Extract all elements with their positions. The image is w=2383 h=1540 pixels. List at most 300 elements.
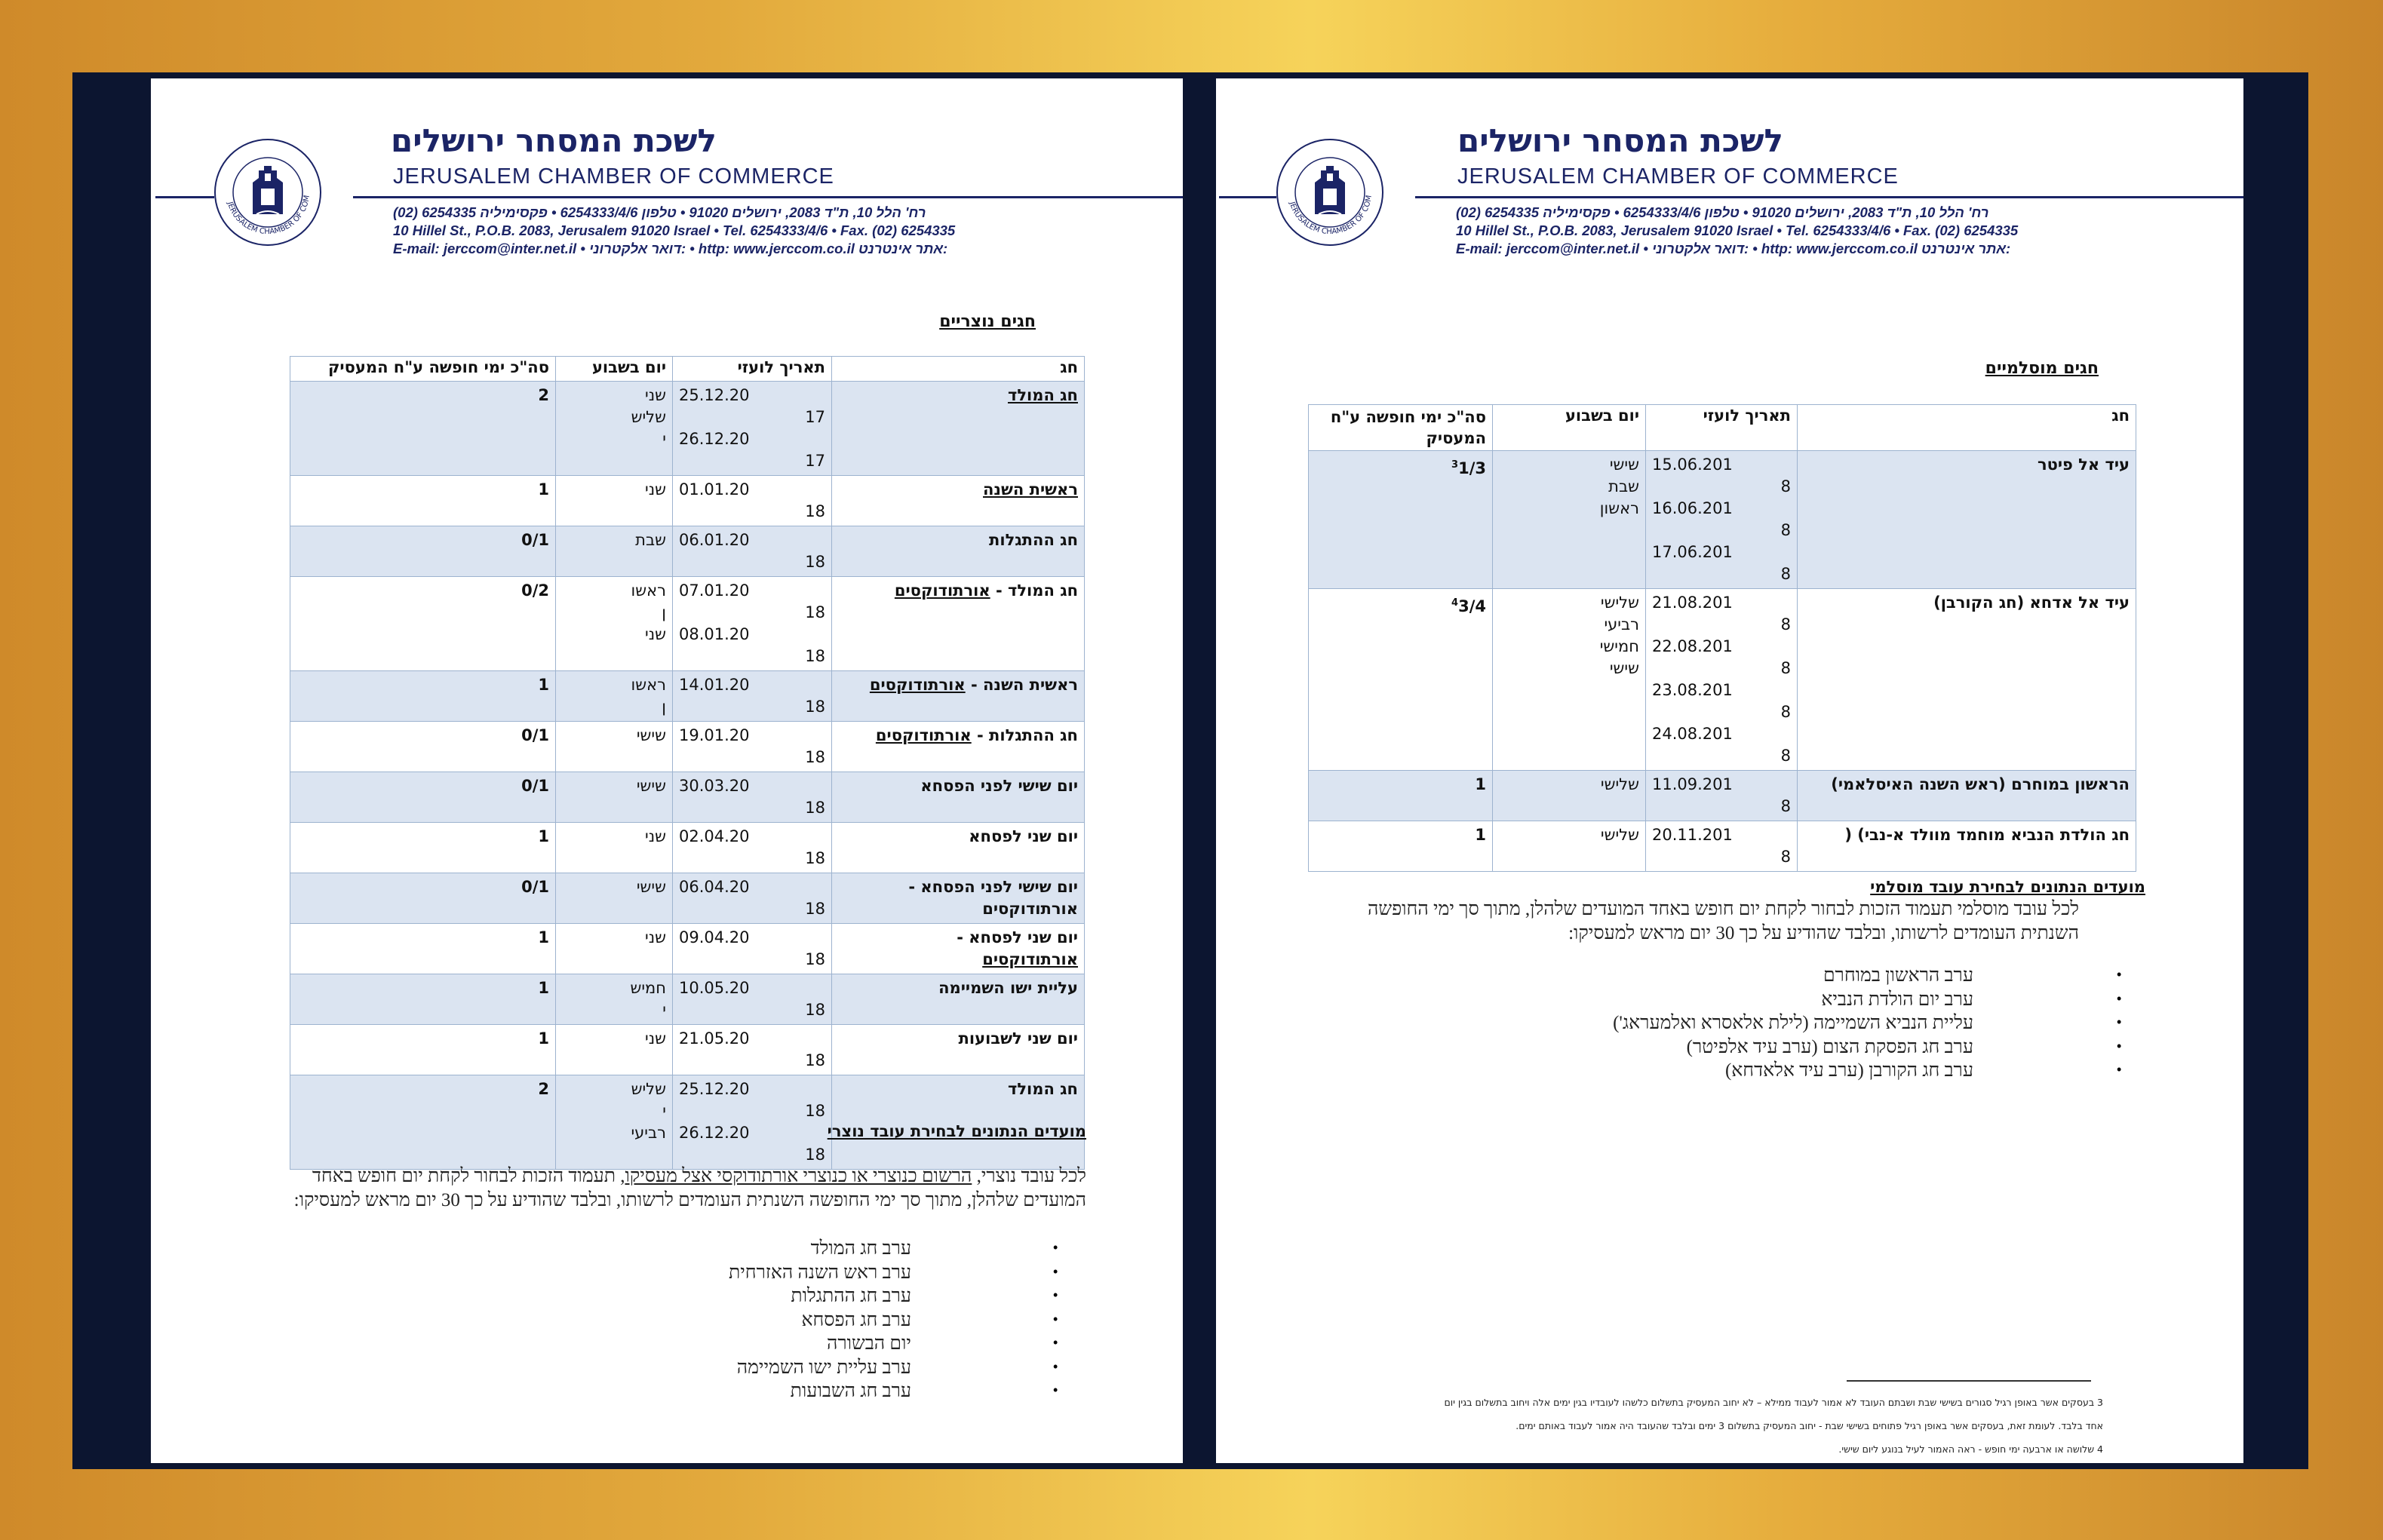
subsection-title: מועדים הנתונים לבחירת עובד מוסלמי [1870, 878, 2145, 896]
date-year-suffix: 18 [805, 950, 825, 968]
holiday-name-cell [1798, 451, 2136, 589]
holiday-name: חג הולדת הנביא מוחמד מוולד א-נבי) ( [1844, 826, 2130, 844]
chamber-logo [1273, 136, 1387, 249]
org-name-english: JERUSALEM CHAMBER OF COMMERCE [393, 164, 834, 189]
address-hebrew: רח' הלל 10, ת"ד 2083, ירושלים 91020 • טלפון 6254333/4/6 • פקסימיליה 6254335 (02) [1456, 204, 1989, 220]
table-row [1309, 771, 2136, 821]
weekday: רביעי [631, 1124, 666, 1142]
list-item [729, 1356, 911, 1380]
header-rule [1415, 196, 2243, 198]
total-days-cell [290, 772, 556, 823]
gregorian-date [1652, 498, 1791, 541]
weekday-cell [556, 382, 673, 476]
date-value: 20.11.201 [1652, 826, 1733, 844]
date-value: 22.08.201 [1652, 637, 1733, 655]
weekday: חמישי [1599, 637, 1639, 655]
weekday-cell [556, 772, 673, 823]
header-rule [353, 196, 1183, 198]
gregorian-date [1652, 592, 1791, 636]
gregorian-date [679, 927, 825, 971]
table-row [290, 671, 1085, 722]
date-value: 30.03.20 [679, 777, 750, 795]
gregorian-date [1652, 824, 1791, 868]
chamber-logo [211, 136, 324, 249]
list-item-text: ערב חג הפסחא [801, 1309, 911, 1330]
holiday-name: יום שני לשבועות [958, 1029, 1078, 1048]
gregorian-date [1652, 774, 1791, 818]
weekday-cell [556, 722, 673, 772]
gregorian-date [679, 624, 825, 667]
gregorian-date [1652, 541, 1791, 585]
date-cell [1646, 451, 1798, 589]
list-item [1613, 1059, 1973, 1083]
list-item [1613, 1035, 1973, 1060]
christian-paragraph [290, 1164, 1086, 1213]
date-cell [673, 823, 832, 873]
date-cell [673, 476, 832, 526]
weekday-cell [556, 526, 673, 577]
date-value: 24.08.201 [1652, 725, 1733, 743]
paragraph-text-underlined: הרשום כנוצרי או כנוצרי אורתודוקסי אצל מעסיקו [625, 1166, 972, 1186]
table-header-row [1309, 405, 2136, 451]
list-item-text: ערב חג הפסקת הצום (ערב עיד אלפיטר) [1686, 1036, 1973, 1057]
muslim-paragraph: לכל עובד מוסלמי תעמוד הזכות לבחור לקחת יום חופש באחד המועדים שלהלן, מתוך סך ימי החופשה השנתית העומדים לרשותו, ובלבד שהודיע על כך 30 יום מראש למעסיקו: [1367, 899, 2079, 943]
weekday: ראשו [631, 676, 666, 694]
holiday-name-suffix: אורתודוקסים [869, 676, 966, 694]
weekday: שישי [1609, 659, 1639, 677]
total-days: 2 [538, 386, 549, 404]
weekday-cell [556, 873, 673, 924]
table-row [290, 873, 1085, 924]
holiday-name-cell [832, 722, 1085, 772]
holiday-name-cell [832, 476, 1085, 526]
bullet-dot-icon: • [1053, 1311, 1058, 1327]
holiday-name-cell [832, 772, 1085, 823]
table-row [1309, 821, 2136, 872]
weekday: שני [645, 1029, 666, 1048]
date-cell [673, 924, 832, 974]
date-year-suffix: 18 [805, 1146, 825, 1164]
weekday-cell [556, 823, 673, 873]
date-value: 21.05.20 [679, 1029, 750, 1048]
holiday-name-cell [1798, 771, 2136, 821]
holiday-name: עיד אל פיטר [2037, 456, 2130, 474]
list-item [1613, 1011, 1973, 1035]
bullet-dot-icon: • [1053, 1358, 1058, 1374]
footnotes [1304, 1391, 2103, 1461]
weekday-cell [1493, 771, 1646, 821]
holiday-name-cell [832, 577, 1085, 671]
bullet-dot-icon: • [1053, 1240, 1058, 1255]
table-row [290, 924, 1085, 974]
weekday: שליש [631, 408, 666, 426]
date-year-suffix: 18 [805, 1102, 825, 1120]
date-cell [1646, 771, 1798, 821]
total-days-cell [290, 382, 556, 476]
footnote: 3 בעסקים אשר באופן רגיל סגורים בשישי שבת ושבתם העובד לא אמור לעבוד ממילא – לא יחוב המעסיק בתשלום כלשהו לעובדיו בגין ימים אלה ויחוב בתשלום בגין יום [1444, 1397, 2103, 1408]
paragraph-text: לכל עובד נוצרי, [972, 1166, 1086, 1186]
org-name-hebrew: לשכת המסחר ירושלים [391, 122, 717, 159]
date-year-suffix: 18 [805, 502, 825, 520]
date-cell [673, 772, 832, 823]
column-header: סה"כ ימי חופשה ע"ח המעסיק [290, 357, 556, 382]
weekday: שני [645, 386, 666, 404]
svg-text:JERUSALEM CHAMBER OF COMMERCE: JERUSALEM CHAMBER OF COM [225, 195, 312, 237]
weekday: שישי [636, 878, 666, 896]
date-value: 21.08.201 [1652, 594, 1733, 612]
date-year-suffix: 18 [805, 603, 825, 621]
total-days-cell [290, 1075, 556, 1170]
date-value: 06.04.20 [679, 878, 750, 896]
holiday-name: יום שני לפסחא - [957, 928, 1078, 946]
svg-text:JERUSALEM CHAMBER OF COMMERCE: JERUSALEM CHAMBER OF COM [1287, 195, 1374, 237]
weekday: שני [645, 928, 666, 946]
total-days-cell [290, 924, 556, 974]
date-value: 06.01.20 [679, 531, 750, 549]
date-value: 25.12.20 [679, 1080, 750, 1098]
list-item-text: ערב ראש השנה האזרחית [728, 1262, 911, 1283]
table-row [290, 526, 1085, 577]
date-value: 26.12.20 [679, 1124, 750, 1142]
list-item-text: עליית הנביא השמיימה (לילת אלאסרא ואלמעראג') [1613, 1013, 1973, 1033]
date-year-suffix: 17 [805, 452, 825, 470]
weekday-cell [556, 1075, 673, 1170]
gregorian-date [679, 674, 825, 718]
table-row [290, 382, 1085, 476]
table-row [290, 476, 1085, 526]
date-value: 14.01.20 [679, 676, 750, 694]
holiday-name: הראשון במוחרם (ראש השנה האיסלאמי) [1831, 775, 2130, 793]
gregorian-date [679, 529, 825, 573]
weekday-cell [1493, 821, 1646, 872]
date-value: 25.12.20 [679, 386, 750, 404]
total-days-cell [290, 526, 556, 577]
total-days: 0/2 [521, 581, 549, 600]
table-row [290, 772, 1085, 823]
bullet-dot-icon: • [2117, 967, 2122, 982]
column-header: סה"כ ימי חופשה ע"ח המעסיק [1309, 405, 1493, 451]
holiday-name-cell [1798, 821, 2136, 872]
date-year-suffix: 8 [1780, 659, 1791, 677]
total-days: 1 [538, 676, 549, 694]
weekday: שלישי [1600, 775, 1639, 793]
date-cell [1646, 821, 1798, 872]
weekday: שלישי [1600, 594, 1639, 612]
date-value: 26.12.20 [679, 430, 750, 448]
gregorian-date [679, 876, 825, 920]
header-rule [155, 196, 214, 198]
total-days-cell [290, 476, 556, 526]
date-year-suffix: 8 [1780, 477, 1791, 495]
total-days: 0/1 [521, 726, 549, 744]
list-item-text: ערב חג הקורבן (ערב עיד אלאדחא) [1724, 1060, 1973, 1081]
holiday-name: יום שני לפסחא [969, 827, 1078, 845]
weekday: רביעי [1604, 615, 1639, 633]
date-cell [673, 526, 832, 577]
bullet-dot-icon: • [1053, 1335, 1058, 1350]
date-value: 02.04.20 [679, 827, 750, 845]
address-english: 10 Hillel St., P.O.B. 2083, Jerusalem 91020 Israel • Tel. 6254333/4/6 • Fax. (02) 6254335 [1456, 222, 2019, 238]
total-days-cell [1309, 821, 1493, 872]
date-value: 17.06.201 [1652, 543, 1733, 561]
weekday: שישי [636, 726, 666, 744]
holiday-name-cell [1798, 589, 2136, 771]
date-value: 19.01.20 [679, 726, 750, 744]
weekday-cell [556, 974, 673, 1025]
date-year-suffix: 18 [805, 849, 825, 867]
gregorian-date [679, 1122, 825, 1166]
date-year-suffix: 8 [1780, 747, 1791, 765]
total-days-cell [290, 722, 556, 772]
list-item-text: ערב עליית ישו השמיימה [736, 1357, 911, 1378]
holiday-name-cell [832, 1025, 1085, 1075]
gregorian-date [1652, 636, 1791, 680]
christian-options-list [729, 1237, 911, 1403]
list-item [729, 1379, 911, 1403]
gregorian-date [679, 479, 825, 523]
weekday: שני [645, 827, 666, 845]
holiday-name: עליית ישו השמיימה [938, 979, 1078, 997]
holiday-name: חג המולד [1007, 386, 1078, 404]
column-header: תאריך לועזי [673, 357, 832, 382]
bullet-dot-icon: • [1053, 1263, 1058, 1279]
weekday: שבת [1608, 477, 1639, 495]
gregorian-date [679, 775, 825, 819]
holiday-name: ראשית השנה - [965, 676, 1078, 694]
weekday-cell [1493, 451, 1646, 589]
list-item [1613, 988, 1973, 1012]
total-days-cell [290, 823, 556, 873]
footnote: אחד בלבד. לעומת זאת, בעסקים אשר באופן רגיל פתוחים בשישי שבת - יחוב המעסיק בתשלום 3 ימים ובלבד שהעובד היה אמור לעבוד באותם ימים. [1515, 1420, 2103, 1431]
date-value: 16.06.201 [1652, 499, 1733, 517]
holiday-name: יום שישי לפני הפסחא [920, 777, 1078, 795]
total-days: 1 [538, 480, 549, 499]
list-item-text: יום הבשורה [827, 1333, 911, 1354]
date-cell [1646, 589, 1798, 771]
date-year-suffix: 17 [805, 408, 825, 426]
list-item-text: ערב חג ההתגלות [791, 1286, 911, 1306]
subsection-title: מועדים הנתונים לבחירת עובד נוצרי [827, 1122, 1086, 1140]
muslim-holidays-table [1308, 404, 2136, 872]
contact-line: E-mail: jerccom@inter.net.il • דואר אלקטרוני: • http: www.jerccom.co.il אתר אינטרנט: [1456, 241, 2011, 256]
total-days: 1/3 [1458, 459, 1486, 477]
weekday: י [662, 430, 666, 448]
holiday-name-cell [832, 823, 1085, 873]
weekday-cell [556, 577, 673, 671]
bullet-dot-icon: • [2117, 1062, 2122, 1077]
date-value: 01.01.20 [679, 480, 750, 499]
total-days: 2 [538, 1080, 549, 1098]
date-cell [673, 873, 832, 924]
letterhead [151, 78, 1183, 305]
date-year-suffix: 18 [805, 1051, 825, 1069]
weekday: חמיש [630, 979, 666, 997]
gregorian-date [679, 580, 825, 624]
org-name-hebrew: לשכת המסחר ירושלים [1457, 122, 1783, 159]
holiday-name-cell [832, 526, 1085, 577]
gregorian-date [679, 428, 825, 472]
date-year-suffix: 8 [1780, 521, 1791, 539]
holiday-name-suffix: אורתודוקסים [982, 900, 1078, 918]
holiday-name: חג ההתגלות [989, 531, 1078, 549]
date-year-suffix: 18 [805, 748, 825, 766]
column-header: יום בשבוע [556, 357, 673, 382]
holiday-name-cell [832, 873, 1085, 924]
bullet-dot-icon: • [2117, 1038, 2122, 1054]
total-days: 1 [538, 827, 549, 845]
total-days-cell [290, 1025, 556, 1075]
list-item [729, 1308, 911, 1333]
list-item-text: ערב חג המולד [810, 1238, 911, 1259]
column-header: חג [832, 357, 1085, 382]
holiday-name-cell [832, 382, 1085, 476]
footnote: 4 שלושה או ארבעה ימי חופש - ראה האמור לעיל בנוגע ליום שישי. [1838, 1443, 2103, 1455]
weekday: שישי [636, 777, 666, 795]
holiday-name: חג המולד - [990, 581, 1078, 600]
footnote-ref: 3 [1451, 459, 1459, 471]
date-cell [673, 1025, 832, 1075]
holiday-name: ראשית השנה [983, 480, 1078, 499]
bullet-dot-icon: • [2117, 1014, 2122, 1029]
table-row [290, 974, 1085, 1025]
date-year-suffix: 8 [1780, 848, 1791, 866]
column-header: חג [1798, 405, 2136, 451]
date-value: 07.01.20 [679, 581, 750, 600]
holiday-name-suffix: אורתודוקסים [982, 950, 1078, 968]
weekday: שליש [631, 1080, 666, 1098]
footnote-ref: 4 [1451, 597, 1459, 609]
date-value: 10.05.20 [679, 979, 750, 997]
weekday: שני [645, 625, 666, 643]
paragraph-text: , תעמוד הזכות לבחור לקחת יום חופש באחד המועדים שלהלן, מתוך סך ימי החופשה השנתית העומדים לרשותו, ובלבד שהודיע על כך 30 יום מראש למעסיקו: [293, 1166, 1086, 1210]
list-item-text: ערב הראשון במוחרם [1823, 965, 1973, 986]
weekday: שבת [635, 531, 666, 549]
date-year-suffix: 18 [805, 1001, 825, 1019]
total-days-cell [290, 873, 556, 924]
total-days: 1 [1475, 826, 1486, 844]
table-row [290, 577, 1085, 671]
address-english: 10 Hillel St., P.O.B. 2083, Jerusalem 91020 Israel • Tel. 6254333/4/6 • Fax. (02) 6254335 [393, 222, 956, 238]
holiday-name-suffix: אורתודוקסים [875, 726, 972, 744]
column-header: יום בשבוע [1493, 405, 1646, 451]
weekday-cell [556, 1025, 673, 1075]
total-days: 0/1 [521, 531, 549, 549]
letterhead [1216, 78, 2243, 305]
date-value: 09.04.20 [679, 928, 750, 946]
table-row [1309, 451, 2136, 589]
contact-line: E-mail: jerccom@inter.net.il • דואר אלקטרוני: • http: www.jerccom.co.il אתר אינטרנט: [393, 241, 948, 256]
gregorian-date [1652, 680, 1791, 723]
total-days-cell [290, 671, 556, 722]
total-days-cell [1309, 589, 1493, 771]
holiday-name: חג המולד [1007, 1080, 1078, 1098]
holiday-name: עיד אל אדחא (חג הקורבן) [1933, 594, 2130, 612]
list-item [729, 1332, 911, 1356]
footnote-separator [1847, 1380, 2091, 1382]
total-days: 0/1 [521, 777, 549, 795]
weekday: שני [645, 480, 666, 499]
date-year-suffix: 18 [805, 900, 825, 918]
total-days: 3/4 [1458, 597, 1486, 615]
date-value: 15.06.201 [1652, 456, 1733, 474]
list-item [729, 1284, 911, 1308]
list-item [729, 1237, 911, 1261]
holiday-name: חג ההתגלות - [971, 726, 1078, 744]
list-item [729, 1261, 911, 1285]
gregorian-date [1652, 723, 1791, 767]
table-row [290, 1025, 1085, 1075]
date-year-suffix: 18 [805, 553, 825, 571]
list-item-text: ערב חג השבועות [790, 1381, 911, 1401]
address-hebrew: רח' הלל 10, ת"ד 2083, ירושלים 91020 • טלפון 6254333/4/6 • פקסימיליה 6254335 (02) [393, 204, 926, 220]
weekday-cell [556, 671, 673, 722]
date-cell [673, 382, 832, 476]
total-days-cell [1309, 451, 1493, 589]
total-days: 0/1 [521, 878, 549, 896]
total-days-cell [290, 577, 556, 671]
table-header-row [290, 357, 1085, 382]
total-days: 1 [538, 979, 549, 997]
header-rule [1219, 196, 1276, 198]
date-year-suffix: 8 [1780, 615, 1791, 633]
holiday-name-suffix: אורתודוקסים [894, 581, 990, 600]
christian-holidays-table [290, 356, 1085, 1170]
section-title: חגים נוצריים [939, 312, 1036, 331]
weekday: שלישי [1600, 826, 1639, 844]
weekday: ן [662, 603, 666, 621]
weekday: שישי [1609, 456, 1639, 474]
date-cell [673, 577, 832, 671]
total-days: 1 [538, 928, 549, 946]
section-title: חגים מוסלמיים [1985, 359, 2099, 378]
list-item-text: ערב יום הולדת הנביא [1821, 989, 1973, 1010]
date-cell [673, 671, 832, 722]
holiday-name-cell [832, 924, 1085, 974]
table-row [290, 823, 1085, 873]
date-cell [673, 722, 832, 772]
gregorian-date [679, 1028, 825, 1072]
date-value: 08.01.20 [679, 625, 750, 643]
bullet-dot-icon: • [1053, 1287, 1058, 1302]
gregorian-date [679, 977, 825, 1021]
date-value: 23.08.201 [1652, 681, 1733, 699]
column-header: תאריך לועזי [1646, 405, 1798, 451]
bullet-dot-icon: • [1053, 1382, 1058, 1397]
page-christian-holidays [151, 78, 1183, 1463]
total-days-cell [290, 974, 556, 1025]
table-row [290, 722, 1085, 772]
muslim-options-list [1613, 964, 1973, 1083]
list-item [1613, 964, 1973, 988]
total-days: 1 [538, 1029, 549, 1048]
date-year-suffix: 18 [805, 647, 825, 665]
date-year-suffix: 18 [805, 799, 825, 817]
page-muslim-holidays [1216, 78, 2243, 1463]
weekday: ן [662, 698, 666, 716]
date-cell [673, 974, 832, 1025]
table-row [1309, 589, 2136, 771]
date-year-suffix: 8 [1780, 565, 1791, 583]
date-cell [673, 1075, 832, 1170]
total-days-cell [1309, 771, 1493, 821]
holiday-name: יום שישי לפני הפסחא - [908, 878, 1078, 896]
weekday: ראשון [1599, 499, 1639, 517]
date-year-suffix: 8 [1780, 703, 1791, 721]
weekday-cell [556, 476, 673, 526]
weekday: י [662, 1102, 666, 1120]
holiday-name-cell [832, 974, 1085, 1025]
weekday: י [662, 1001, 666, 1019]
